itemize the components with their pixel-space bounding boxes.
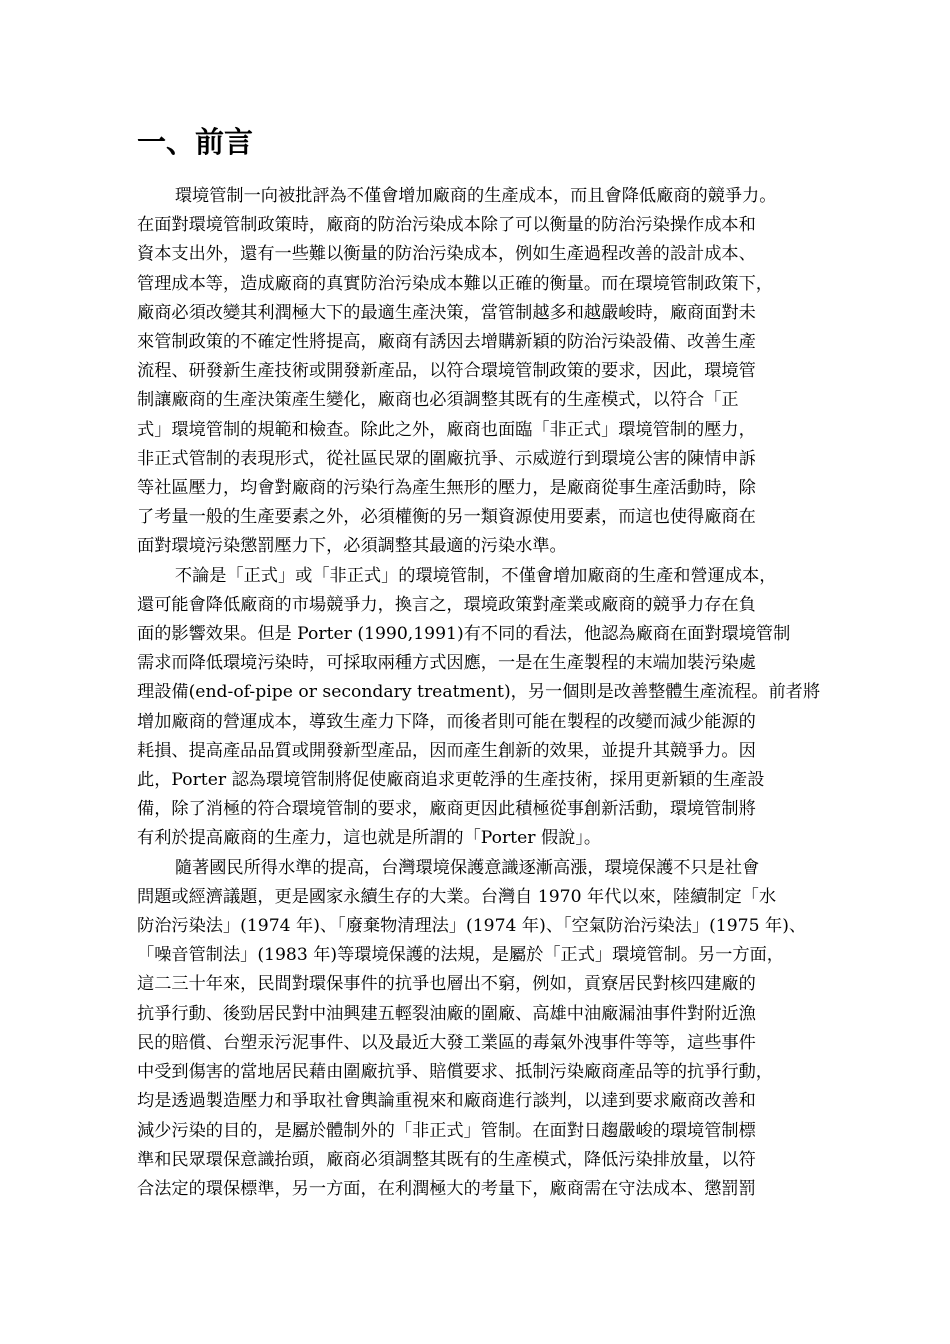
text-line: 非正式管制的表現形式，從社區民眾的圍廠抗爭、示威遊行到環境公害的陳情申訴 [137, 448, 756, 469]
text-line: 面對環境污染懲罰壓力下，必須調整其最適的污染水準。 [137, 536, 567, 557]
text-line: 減少污染的目的，是屬於體制外的「非正式」管制。在面對日趨嚴峻的環境管制標 [137, 1120, 756, 1141]
text-line: 問題或經濟議題，更是國家永續生存的大業。台灣自 1970 年代以來，陸續制定「水 [137, 886, 777, 907]
text-line: 備，除了消極的符合環境管制的要求，廠商更因此積極從事創新活動，環境管制將 [137, 799, 756, 820]
text-line: 制讓廠商的生產決策產生變化，廠商也必須調整其既有的生產模式，以符合「正 [137, 390, 739, 411]
text-line: 均是透過製造壓力和爭取社會輿論重視來和廠商進行談判，以達到要求廠商改善和 [137, 1091, 756, 1112]
text-line: 中受到傷害的當地居民藉由圍廠抗爭、賠償要求、抵制污染廠商產品等的抗爭行動， [137, 1062, 773, 1083]
section-heading: 一、前言 [137, 125, 254, 159]
text-line: 環境管制一向被批評為不僅會增加廠商的生產成本，而且會降低廠商的競爭力。 [174, 186, 777, 206]
text-line: 增加廠商的營運成本，導致生產力下降，而後者則可能在製程的改變而減少能源的 [137, 711, 756, 732]
text-line: 「噪音管制法」(1983 年)等環境保護的法規，是屬於「正式」環境管制。另一方面， [137, 945, 784, 966]
text-line: 資本支出外，還有一些難以衡量的防治污染成本，例如生產過程改善的設計成本、 [137, 244, 756, 265]
text-line: 抗爭行動、後勁居民對中油興建五輕裂油廠的圍廠、高雄中油廠漏油事件對附近漁 [137, 1003, 756, 1024]
text-line: 合法定的環保標準，另一方面，在利潤極大的考量下，廠商需在守法成本、懲罰罰 [137, 1178, 756, 1199]
text-line: 來管制政策的不確定性將提高，廠商有誘因去增購新穎的防治污染設備、改善生產 [137, 332, 756, 353]
text-line: 等社區壓力，均會對廠商的污染行為產生無形的壓力，是廠商從事生產活動時，除 [137, 478, 756, 499]
text-line: 這二三十年來，民間對環保事件的抗爭也層出不窮，例如，貢寮居民對核四建廠的 [137, 974, 756, 995]
text-line: 準和民眾環保意識抬頭，廠商必須調整其既有的生產模式，降低污染排放量，以符 [137, 1149, 756, 1170]
body-text [137, 182, 849, 1204]
paragraph-2 [137, 562, 849, 854]
text-line: 需求而降低環境污染時，可採取兩種方式因應，一是在生產製程的末端加裝污染處 [137, 653, 756, 674]
paragraph-1 [137, 182, 849, 562]
text-line: 還可能會降低廠商的市場競爭力，換言之，環境政策對產業或廠商的競爭力存在負 [137, 594, 756, 615]
text-line: 在面對環境管制政策時，廠商的防治污染成本除了可以衡量的防治污染操作成本和 [137, 215, 756, 236]
text-line: 面的影響效果。但是 Porter (1990,1991)有不同的看法，他認為廠商在面對環境管制 [137, 624, 791, 645]
text-line: 此，Porter 認為環境管制將促使廠商追求更乾淨的生產技術，採用更新穎的生產設 [137, 770, 765, 791]
text-line: 有利於提高廠商的生產力，這也就是所謂的「Porter 假說」。 [137, 828, 602, 849]
text-line: 隨著國民所得水準的提高，台灣環境保護意識逐漸高漲，環境保護不只是社會 [174, 857, 760, 878]
text-line: 不論是「正式」或「非正式」的環境管制，不僅會增加廠商的生產和營運成本， [174, 565, 777, 586]
text-line: 流程、研發新生產技術或開發新產品，以符合環境管制政策的要求，因此，環境管 [137, 361, 756, 382]
text-line: 耗損、提高產品品質或開發新型產品，因而產生創新的效果，並提升其競爭力。因 [137, 740, 756, 761]
text-line: 廠商必須改變其利潤極大下的最適生產決策，當管制越多和越嚴峻時，廠商面對未 [137, 302, 756, 323]
text-line: 理設備(end-of-pipe or secondary treatment)，另一個則是改善整體生產流程。前者將 [137, 682, 821, 703]
text-line: 防治污染法」(1974 年)、「廢棄物清理法」(1974 年)、「空氣防治污染法」(1975 年)、 [137, 916, 807, 937]
text-line: 民的賠償、台塑汞污泥事件、以及最近大發工業區的毒氣外洩事件等等，這些事件 [137, 1032, 756, 1053]
paragraph-3 [137, 854, 849, 1204]
text-line: 管理成本等，造成廠商的真實防治污染成本難以正確的衡量。而在環境管制政策下， [137, 273, 773, 294]
text-line: 式」環境管制的規範和檢查。除此之外，廠商也面臨「非正式」環境管制的壓力， [137, 419, 756, 440]
text-line: 了考量一般的生產要素之外，必須權衡的另一類資源使用要素，而這也使得廠商在 [137, 507, 756, 528]
